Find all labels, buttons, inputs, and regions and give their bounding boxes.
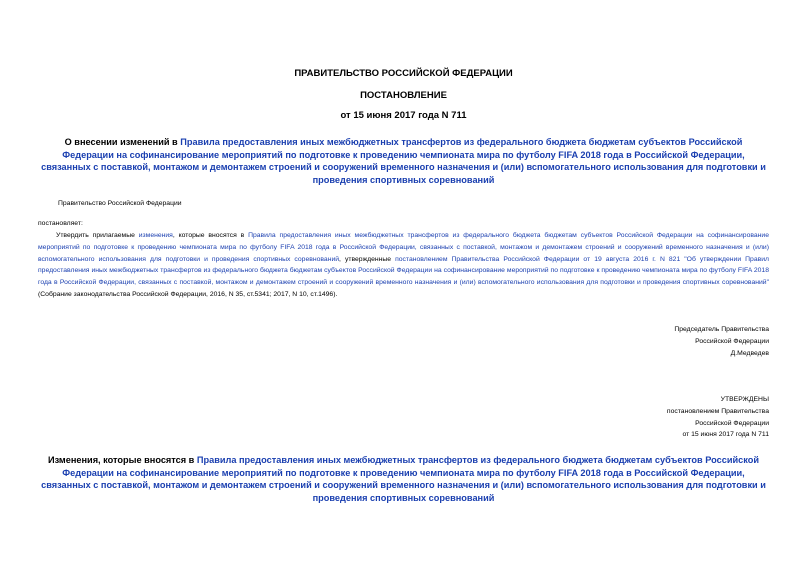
approved-line-1: УТВЕРЖДЕНЫ bbox=[720, 396, 769, 403]
para-suffix: (Собрание законодательства Российской Федерации, 2016, N 35, ст.5341; 2017, N 10, ст.1496). bbox=[38, 290, 338, 298]
signature-line-1: Председатель Правительства bbox=[674, 326, 769, 333]
para-mid1: , которые вносятся в bbox=[172, 232, 249, 239]
government-ru: Правительство Российской Федерации bbox=[58, 200, 182, 207]
para-mid2: , утвержденные bbox=[339, 255, 396, 263]
approved-line-2: постановлением Правительства bbox=[666, 407, 769, 415]
decree-821-link[interactable]: постановлением Правительства Российской Федерации от 19 августа 2016 г. N 821 "Об утверждении Правил предоставления иных межбюджетных трансфертов из федерального бюджета бюджетам субъектов Российской Федерации на софинансирование мероприятий по подготовке к проведению чемпионата мира по футболу FIFA 2018 года в Российской Федерации, связанных с поставкой, монтажом и демонтажем строений и сооружений временного назначения и (или) вспомогательного использования для подготовки и проведения спортивных соревнований" bbox=[38, 255, 769, 287]
resolution-paragraph bbox=[38, 230, 769, 301]
para-prefix: Утвердить прилагаемые bbox=[56, 232, 139, 239]
government-heading: ПРАВИТЕЛЬСТВО РОССИЙСКОЙ ФЕДЕРАЦИИ bbox=[294, 68, 513, 79]
title-prefix: О внесении изменений в bbox=[64, 137, 181, 147]
signature-line-3: Д.Медведев bbox=[730, 349, 769, 357]
annex-title-prefix: Изменения, которые вносятся в bbox=[47, 455, 197, 465]
annex-title bbox=[40, 454, 767, 504]
annex-rules-link[interactable]: Правила предоставления иных межбюджетных трансфертов из федерального бюджета бюджетам субъектов Российской Федерации на софинансирование мероприятий по подготовке к проведению чемпионата мира по футболу FIFA 2018 года в Российской Федерации, связанных с поставкой, монтажом и демонтажем строений и сооружений временного назначения и (или) вспомогательного использования для подготовки и проведения спортивных соревнований bbox=[41, 455, 766, 503]
signature-line-2: Российской Федерации bbox=[695, 337, 769, 345]
decree-date-number: от 15 июня 2017 года N 711 bbox=[340, 110, 467, 121]
resolves-text: постановляет: bbox=[38, 220, 83, 227]
approved-line-4: от 15 июня 2017 года N 711 bbox=[682, 431, 769, 439]
signature-block bbox=[674, 324, 769, 359]
title-rules-link[interactable]: Правила предоставления иных межбюджетных трансфертов из федерального бюджета бюджетам субъектов Российской Федерации на софинансирование мероприятий по подготовке к проведению чемпионата мира по футболу FIFA 2018 года в Российской Федерации, связанных с поставкой, монтажом и демонтажем строений и сооружений временного назначения и (или) вспомогательного использования для подготовки и проведения спортивных соревнований bbox=[41, 137, 766, 185]
approved-line-3: Российской Федерации bbox=[695, 419, 769, 427]
rules-link[interactable]: Правила предоставления иных межбюджетных трансфертов из федерального бюджета бюджетам субъектов Российской Федерации на софинансирование мероприятий по подготовке к проведению чемпионата мира по футболу FIFA 2018 года в Российской Федерации, связанных с поставкой, монтажом и демонтажем строений и сооружений временного назначения и (или) вспомогательного использования для подготовки и проведения спортивных соревнований bbox=[38, 232, 769, 263]
approved-block bbox=[667, 394, 769, 441]
decree-heading: ПОСТАНОВЛЕНИЕ bbox=[360, 90, 447, 101]
changes-link[interactable]: изменения bbox=[138, 232, 173, 239]
document-title bbox=[38, 136, 769, 186]
